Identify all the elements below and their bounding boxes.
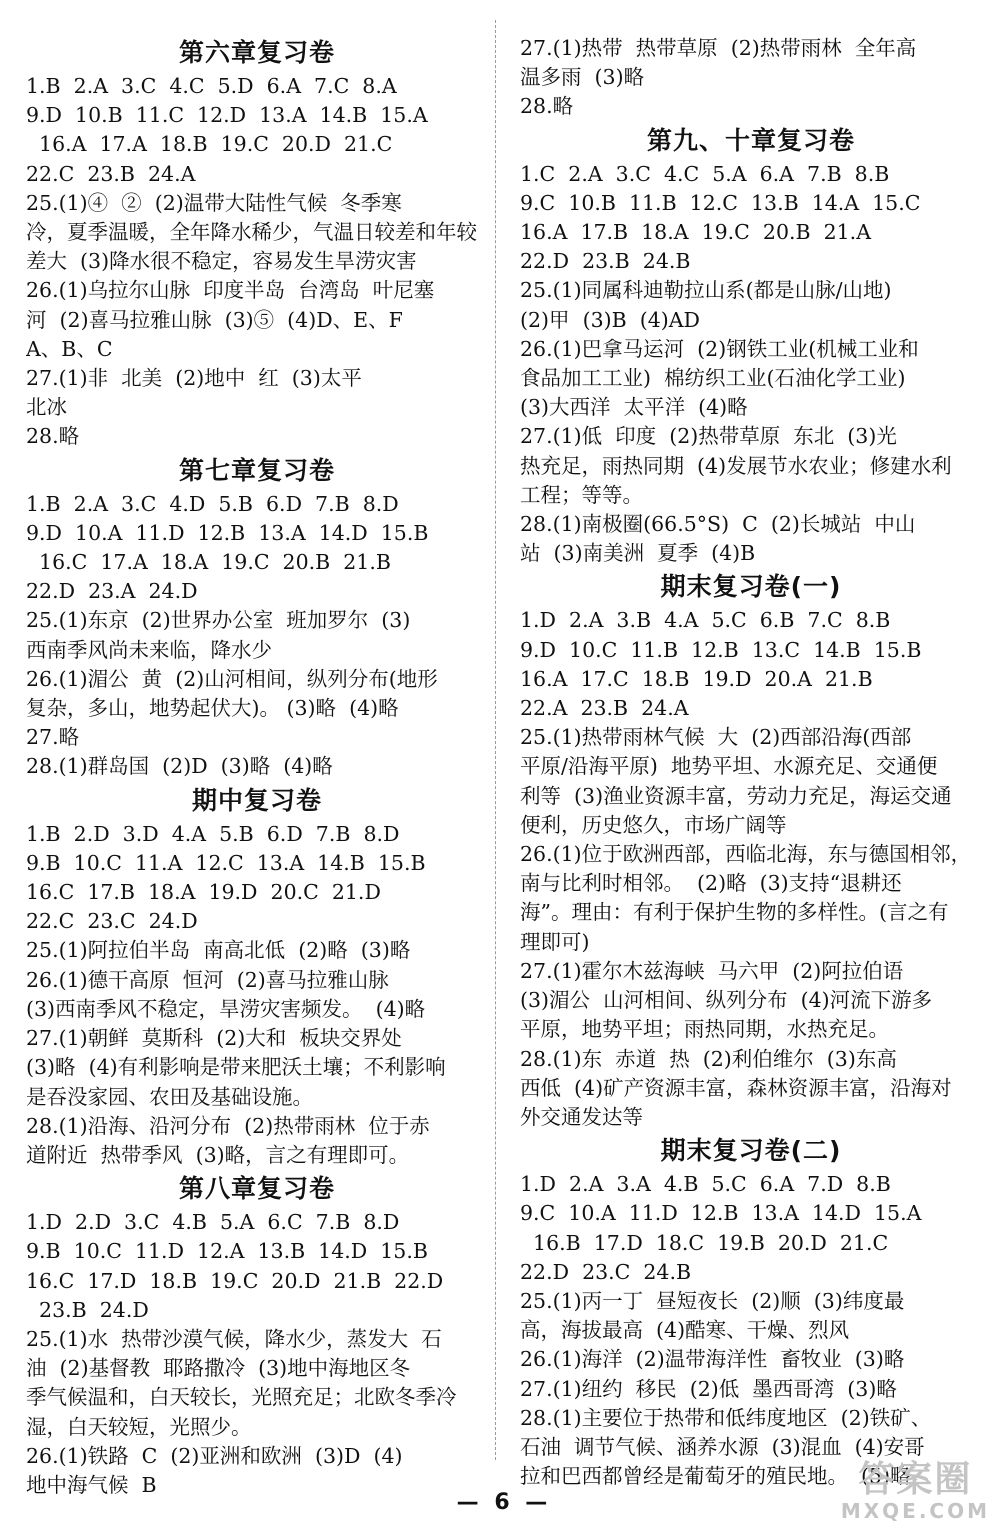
section-title: 期末复习卷(二)	[660, 1136, 842, 1166]
answer-line: (3)湄公 山河相间、纵列分布 (4)河流下游多	[520, 988, 933, 1013]
answer-line: 9.D 10.C 11.B 12.B 13.C 14.B 15.B	[520, 637, 922, 662]
answer-line: 27.(1)低 印度 (2)热带草原 东北 (3)光	[520, 424, 897, 449]
answer-line: 河 (2)喜马拉雅山脉 (3)⑤ (4)D、E、F	[26, 307, 403, 332]
watermark-logo	[841, 1460, 990, 1522]
answer-line: 26.(1)湄公 黄 (2)山河相间，纵列分布(地形	[26, 666, 438, 691]
answer-line: 湿，白天较短，光照少。	[26, 1414, 252, 1439]
answer-line: 是吞没家园、农田及基础设施。	[26, 1084, 313, 1109]
answer-line: 1.D 2.A 3.B 4.A 5.C 6.B 7.C 8.B	[520, 608, 891, 633]
answer-line: 9.B 10.C 11.A 12.C 13.A 14.B 15.B	[26, 850, 426, 875]
left-column	[26, 34, 488, 1500]
right-column	[520, 34, 982, 1491]
answer-line: 站 (3)南美洲 夏季 (4)B	[520, 541, 756, 566]
section-title: 第九、十章复习卷	[646, 125, 855, 155]
answer-line: 26.(1)位于欧洲西部，西临北海，东与德国相邻，	[520, 842, 972, 867]
answer-line: 1.D 2.D 3.C 4.B 5.A 6.C 7.B 8.D	[26, 1210, 400, 1235]
section-title: 期末复习卷(一)	[660, 572, 842, 602]
answer-line: 西低 (4)矿产资源丰富，森林资源丰富，沿海对	[520, 1075, 952, 1100]
answer-line: 26.(1)巴拿马运河 (2)钢铁工业(机械工业和	[520, 336, 919, 361]
answer-line: 1.B 2.A 3.C 4.C 5.D 6.A 7.C 8.A	[26, 74, 397, 98]
answer-line: 27.(1)朝鲜 莫斯科 (2)大和 板块交界处	[26, 1026, 402, 1051]
section-title: 第七章复习卷	[178, 455, 335, 485]
answer-line: 石油 调节气候、涵养水源 (3)混血 (4)安哥	[520, 1434, 925, 1459]
answer-line: 27.(1)霍尔木兹海峡 马六甲 (2)阿拉伯语	[520, 958, 904, 983]
answer-line: A、B、C	[26, 336, 113, 361]
answer-line: 1.B 2.D 3.D 4.A 5.B 6.D 7.B 8.D	[26, 821, 400, 846]
answer-line: 25.(1)同属科迪勒拉山系(都是山脉/山地)	[520, 278, 892, 303]
answer-line: 道附近 热带季风 (3)略，言之有理即可。	[26, 1142, 410, 1167]
answer-line: 23.B 24.D	[26, 1297, 149, 1322]
answer-line: 复杂，多山，地势起伏大)。 (3)略 (4)略	[26, 696, 399, 721]
answer-line: 28.(1)主要位于热带和低纬度地区 (2)铁矿、	[520, 1405, 932, 1430]
answer-line: (2)甲 (3)B (4)AD	[520, 307, 700, 332]
answer-line: 25.(1)丙一丁 昼短夜长 (2)顺 (3)纬度最	[520, 1288, 905, 1313]
answer-line: 22.A 23.B 24.A	[520, 696, 689, 721]
answer-line: 22.D 23.A 24.D	[26, 579, 198, 604]
answer-line: 28.略	[520, 94, 574, 119]
answer-line: 油 (2)基督教 耶路撒冷 (3)地中海地区冬	[26, 1356, 411, 1381]
answer-line: 理即可)	[520, 929, 590, 954]
answer-line: 9.C 10.A 11.D 12.B 13.A 14.D 15.A	[520, 1201, 922, 1226]
answer-line: 22.C 23.C 24.D	[26, 909, 198, 934]
answer-line: 25.(1)水 热带沙漠气候，降水少，蒸发大 石	[26, 1326, 442, 1351]
answer-line: 9.D 10.A 11.D 12.B 13.A 14.D 15.B	[26, 520, 429, 545]
answer-line: 季气候温和，白天较长，光照充足；北欧冬季冷	[26, 1385, 457, 1410]
answer-line: 便利，历史悠久，市场广阔等	[520, 812, 787, 837]
answer-line: 9.D 10.B 11.C 12.D 13.A 14.B 15.A	[26, 103, 428, 128]
answer-line: 冷，夏季温暖，全年降水稀少，气温日较差和年较	[26, 220, 477, 245]
column-divider	[495, 20, 496, 1460]
answer-line: 22.D 23.C 24.B	[520, 1259, 692, 1284]
watermark-sub-text: MXQE.COM	[840, 1499, 990, 1523]
page-number: — 6 —	[456, 1490, 552, 1515]
answer-line: 16.C 17.B 18.A 19.D 20.C 21.D	[26, 880, 381, 905]
answer-line: (3)西南季风不稳定，旱涝灾害频发。 (4)略	[26, 996, 426, 1021]
answer-line: 22.D 23.B 24.B	[520, 249, 691, 274]
watermark-main-text: 答案圈	[858, 1459, 973, 1500]
answer-line: 16.B 17.D 18.C 19.B 20.D 21.C	[520, 1230, 889, 1255]
answer-line: 工程；等等。	[520, 482, 643, 507]
section-title: 期中复习卷	[191, 785, 322, 815]
answer-line: 26.(1)德干高原 恒河 (2)喜马拉雅山脉	[26, 967, 389, 992]
answer-line: 25.(1)热带雨林气候 大 (2)西部沿海(西部	[520, 725, 912, 750]
answer-line: 9.B 10.C 11.D 12.A 13.B 14.D 15.B	[26, 1239, 428, 1264]
answer-line: 28.(1)东 赤道 热 (2)利伯维尔 (3)东高	[520, 1046, 897, 1071]
answer-line: 1.B 2.A 3.C 4.D 5.B 6.D 7.B 8.D	[26, 491, 399, 516]
answer-line: 26.(1)乌拉尔山脉 印度半岛 台湾岛 叶尼塞	[26, 278, 435, 303]
answer-line: 16.C 17.D 18.B 19.C 20.D 21.B 22.D	[26, 1268, 444, 1293]
answer-line: 27.(1)非 北美 (2)地中 红 (3)太平	[26, 366, 362, 391]
answer-line: 27.(1)热带 热带草原 (2)热带雨林 全年高	[520, 36, 917, 60]
answer-line: 高，海拔最高 (4)酷寒、干燥、烈风	[520, 1318, 850, 1343]
answer-line: 外交通发达等	[520, 1104, 643, 1129]
section-title: 第六章复习卷	[178, 38, 335, 67]
answer-line: 海”。理由：有利于保护生物的多样性。(言之有	[520, 900, 949, 925]
answer-line: 27.(1)纽约 移民 (2)低 墨西哥湾 (3)略	[520, 1376, 897, 1401]
answer-line: 16.A 17.A 18.B 19.C 20.D 21.C	[26, 132, 393, 157]
answer-line: 25.(1)④ ② (2)温带大陆性气候 冬季寒	[26, 190, 402, 215]
answer-line: 9.C 10.B 11.B 12.C 13.B 14.A 15.C	[520, 190, 921, 215]
answer-line: 16.C 17.A 18.A 19.C 20.B 21.B	[26, 550, 391, 575]
answer-line: 食品加工工业) 棉纺织工业(石油化学工业)	[520, 366, 906, 391]
answer-line: (3)大西洋 太平洋 (4)略	[520, 395, 748, 420]
answer-line: 西南季风尚未来临，降水少	[26, 637, 272, 662]
answer-line: 利等 (3)渔业资源丰富，劳动力充足，海运交通	[520, 783, 952, 808]
answer-line: 26.(1)铁路 C (2)亚洲和欧洲 (3)D (4)	[26, 1443, 403, 1468]
answer-line: 平原，地势平坦；雨热同期，水热充足。	[520, 1017, 889, 1042]
answer-line: 22.C 23.B 24.A	[26, 161, 196, 186]
section-title: 第八章复习卷	[178, 1174, 335, 1204]
answer-line: 北冰	[26, 395, 67, 420]
answer-line: 1.C 2.A 3.C 4.C 5.A 6.A 7.B 8.B	[520, 161, 890, 186]
answer-line: 25.(1)阿拉伯半岛 南高北低 (2)略 (3)略	[26, 938, 411, 963]
answer-line: 16.A 17.B 18.A 19.C 20.B 21.A	[520, 220, 872, 245]
answer-line: 地中海气候 B	[26, 1472, 157, 1497]
answer-line: 28.略	[26, 424, 80, 449]
answer-line: (3)略 (4)有利影响是带来肥沃土壤；不利影响	[26, 1055, 446, 1080]
answer-line: 南与比利时相邻。 (2)略 (3)支持“退耕还	[520, 871, 902, 896]
answer-line: 28.(1)群岛国 (2)D (3)略 (4)略	[26, 754, 333, 779]
answer-line: 28.(1)沿海、沿河分布 (2)热带雨林 位于赤	[26, 1113, 430, 1138]
answer-line: 平原/沿海平原) 地势平坦、水源充足、交通便	[520, 754, 938, 779]
answer-line: 27.略	[26, 725, 80, 750]
answer-line: 1.D 2.A 3.A 4.B 5.C 6.A 7.D 8.B	[520, 1172, 891, 1197]
answer-line: 28.(1)南极圈(66.5°S) C (2)长城站 中山	[520, 512, 916, 537]
answer-line: 16.A 17.C 18.B 19.D 20.A 21.B	[520, 666, 873, 691]
answer-line: 差大 (3)降水很不稳定，容易发生旱涝灾害	[26, 249, 417, 274]
answer-line: 拉和巴西都曾经是葡萄牙的殖民地。 (5)略	[520, 1464, 911, 1489]
answer-line: 温多雨 (3)略	[520, 65, 645, 90]
answer-line: 热充足，雨热同期 (4)发展节水农业；修建水利	[520, 453, 952, 478]
answer-line: 26.(1)海洋 (2)温带海洋性 畜牧业 (3)略	[520, 1347, 905, 1372]
answer-line: 25.(1)东京 (2)世界办公室 班加罗尔 (3)	[26, 608, 411, 633]
